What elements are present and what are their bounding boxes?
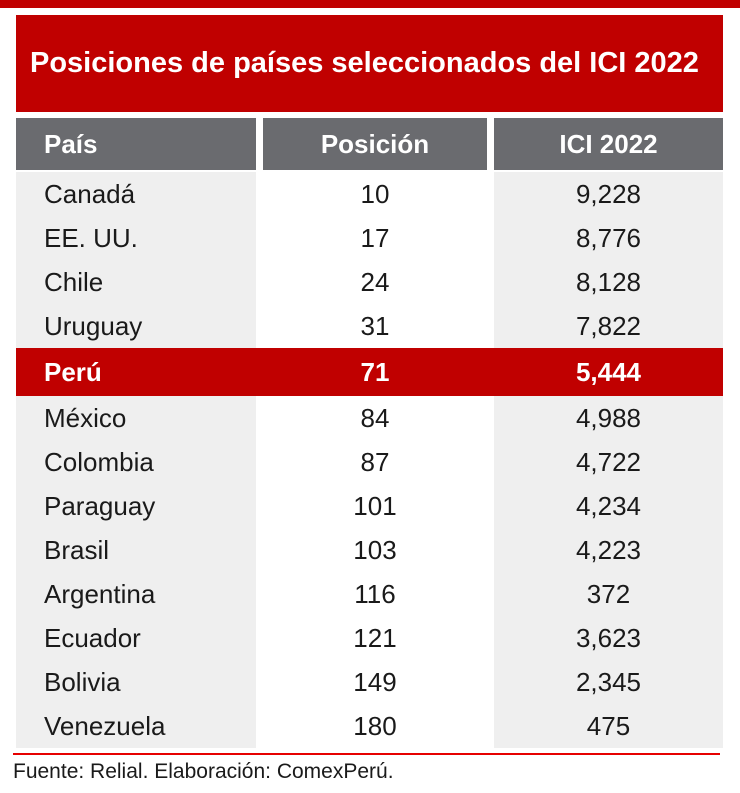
position-cell: 10: [360, 178, 390, 209]
position-cell: 149: [353, 666, 397, 697]
top-accent-bar: [0, 0, 740, 8]
position-cell: 121: [353, 622, 397, 653]
table-row: [16, 616, 723, 660]
country-cell: Bolivia: [16, 660, 256, 704]
header-cell-posicion: Posición: [263, 118, 487, 170]
header-cell-pais: País: [16, 118, 256, 170]
country-cell: Uruguay: [16, 304, 256, 348]
table-row: [16, 216, 723, 260]
country-cell: Chile: [16, 260, 256, 304]
ici-value-cell: 4,234: [494, 484, 723, 528]
ici-value-cell: 7,822: [494, 304, 723, 348]
country-cell: Colombia: [16, 440, 256, 484]
position-cell: 116: [354, 578, 396, 609]
table-row: [16, 660, 723, 704]
ici-value-cell: 475: [494, 704, 723, 748]
table-row: [16, 260, 723, 304]
position-cell: 87: [360, 446, 390, 477]
country-cell: EE. UU.: [16, 216, 256, 260]
position-cell: 71: [360, 356, 390, 387]
position-cell: 17: [360, 222, 390, 253]
country-cell: Ecuador: [16, 616, 256, 660]
table-row: [16, 704, 723, 748]
table-header-row: [16, 118, 723, 170]
header-cell-ici: ICI 2022: [494, 118, 723, 170]
ici-value-cell: 9,228: [494, 172, 723, 216]
position-cell: 101: [353, 490, 397, 521]
position-cell: 84: [360, 402, 390, 433]
ici-value-cell: 8,776: [494, 216, 723, 260]
ici-value-cell: 372: [494, 572, 723, 616]
table-row-highlighted-peru: [16, 348, 723, 396]
chart-title: Posiciones de países seleccionados del ICI 2022: [30, 47, 699, 79]
source-divider-line: [13, 753, 720, 755]
ici-value-cell: 5,444: [575, 356, 642, 387]
ici-value-cell: 4,722: [494, 440, 723, 484]
country-cell: Venezuela: [16, 704, 256, 748]
position-cell: 24: [360, 266, 390, 297]
ici-value-cell: 2,345: [494, 660, 723, 704]
chart-title-bar: [16, 15, 723, 112]
table-row: [16, 528, 723, 572]
ici-table: [16, 118, 723, 748]
position-cell: 103: [353, 534, 397, 565]
table-row: [16, 396, 723, 440]
table-row: [16, 440, 723, 484]
country-cell: Argentina: [16, 572, 256, 616]
table-row: [16, 304, 723, 348]
country-cell: México: [16, 396, 256, 440]
table-row: [16, 172, 723, 216]
position-cell: 31: [360, 310, 390, 341]
country-cell: Canadá: [16, 172, 256, 216]
table-row: [16, 572, 723, 616]
source-note: Fuente: Relial. Elaboración: ComexPerú.: [13, 760, 394, 783]
ici-value-cell: 4,988: [494, 396, 723, 440]
ici-value-cell: 3,623: [494, 616, 723, 660]
ici-value-cell: 4,223: [494, 528, 723, 572]
country-cell: Brasil: [16, 528, 256, 572]
ici-value-cell: 8,128: [494, 260, 723, 304]
country-cell: Perú: [44, 356, 102, 387]
table-row: [16, 484, 723, 528]
position-cell: 180: [353, 710, 397, 741]
country-cell: Paraguay: [16, 484, 256, 528]
